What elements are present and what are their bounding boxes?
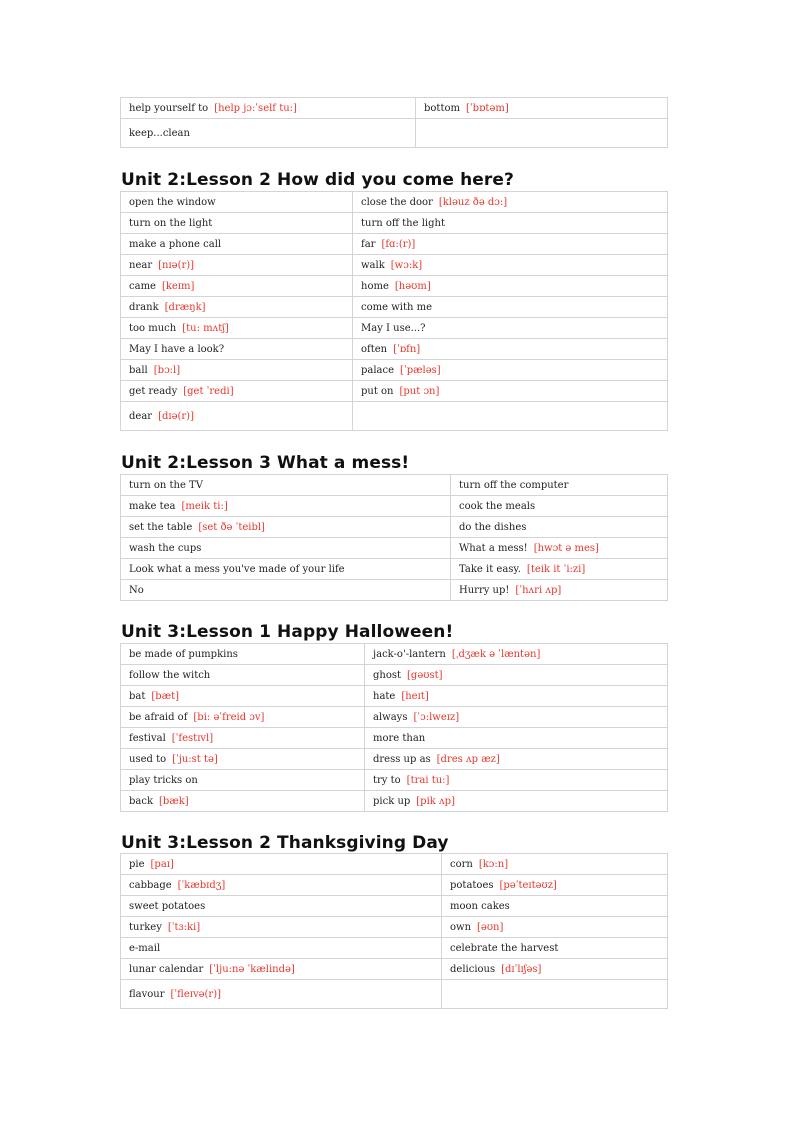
word-text: keep...clean: [129, 127, 190, 139]
word-text: dear: [129, 410, 153, 422]
phonetic-text: [ˌdʒæk ə ˈlæntən]: [451, 648, 541, 660]
phonetic-text: [nɪə(r)]: [158, 259, 195, 271]
word-text: festival: [129, 732, 166, 744]
section-heading: Unit 2:Lesson 2 How did you come here?: [121, 170, 514, 190]
table-row: [121, 896, 668, 917]
phonetic-text: [help jɔ:ˈself tu:]: [214, 102, 297, 114]
table-cell: [353, 192, 668, 213]
word-text: flavour: [129, 988, 165, 1000]
phonetic-text: [meik ti:]: [181, 500, 228, 512]
table-cell: [451, 517, 668, 538]
table-cell: [121, 770, 365, 791]
table-row: [121, 475, 668, 496]
table-cell: [365, 770, 668, 791]
phonetic-text: [ˈkæbɪdʒ]: [177, 879, 226, 891]
phonetic-text: [ˈfestɪvl]: [171, 732, 214, 744]
word-text: delicious: [450, 963, 496, 975]
table-cell: [121, 938, 442, 959]
table-cell: [121, 192, 353, 213]
table-row: [121, 213, 668, 234]
word-text: bottom: [424, 102, 460, 114]
word-text: walk: [361, 259, 385, 271]
table-row: [121, 402, 668, 431]
phonetic-text: [get ˈredi]: [183, 385, 234, 397]
section-heading: Unit 2:Lesson 3 What a mess!: [121, 453, 410, 473]
word-text: set the table: [129, 521, 193, 533]
phonetic-text: [bæk]: [159, 795, 189, 807]
table-row: [121, 875, 668, 896]
table-row: [121, 580, 668, 601]
table-row: [121, 98, 668, 119]
vocab-table-continued: [120, 97, 668, 148]
section-heading: Unit 3:Lesson 1 Happy Halloween!: [121, 622, 454, 642]
word-text: celebrate the harvest: [450, 942, 559, 954]
phonetic-text: [dræŋk]: [164, 301, 206, 313]
table-cell: [121, 707, 365, 728]
word-text: e-mail: [129, 942, 161, 954]
phonetic-text: [wɔ:k]: [390, 259, 423, 271]
word-text: close the door: [361, 196, 433, 208]
table-cell: [365, 749, 668, 770]
table-row: [121, 791, 668, 812]
table-cell: [451, 496, 668, 517]
table-cell: [365, 665, 668, 686]
word-text: put on: [361, 385, 394, 397]
word-text: get ready: [129, 385, 178, 397]
word-text: corn: [450, 858, 473, 870]
word-text: Take it easy.: [459, 563, 521, 575]
word-text: moon cakes: [450, 900, 510, 912]
word-text: far: [361, 238, 376, 250]
word-text: turn off the light: [361, 217, 445, 229]
table-cell: [353, 297, 668, 318]
table-row: [121, 686, 668, 707]
phonetic-text: [gəʊst]: [407, 669, 443, 681]
table-cell: [121, 644, 365, 665]
word-text: near: [129, 259, 153, 271]
table-cell: [121, 686, 365, 707]
phonetic-text: [heɪt]: [401, 690, 429, 702]
table-cell: [442, 917, 668, 938]
table-cell: [121, 875, 442, 896]
table-row: [121, 255, 668, 276]
word-text: What a mess!: [459, 542, 528, 554]
word-text: turkey: [129, 921, 162, 933]
table-cell: [121, 119, 416, 148]
table-cell: [442, 854, 668, 875]
table-cell: [121, 854, 442, 875]
table-cell: [121, 791, 365, 812]
table-cell: [353, 339, 668, 360]
table-cell: [121, 517, 451, 538]
phonetic-text: [bi: əˈfreid ɔv]: [193, 711, 265, 723]
phonetic-text: [dɪə(r)]: [158, 410, 194, 422]
word-text: try to: [373, 774, 401, 786]
table-cell: [121, 580, 451, 601]
phonetic-text: [ˈpæləs]: [400, 364, 441, 376]
table-row: [121, 276, 668, 297]
table-row: [121, 559, 668, 580]
table-cell: [353, 276, 668, 297]
phonetic-text: [ˈfleɪvə(r)]: [170, 988, 222, 1000]
table-cell: [121, 917, 442, 938]
phonetic-text: [kləuz ðə dɔ:]: [438, 196, 508, 208]
table-row: [121, 318, 668, 339]
table-cell: [353, 360, 668, 381]
word-text: lunar calendar: [129, 963, 204, 975]
table-row: [121, 728, 668, 749]
table-cell: [121, 213, 353, 234]
table-row: [121, 959, 668, 980]
table-row: [121, 360, 668, 381]
table-row: [121, 381, 668, 402]
table-cell: [365, 707, 668, 728]
table-row: [121, 538, 668, 559]
word-text: hate: [373, 690, 396, 702]
table-cell: [121, 98, 416, 119]
phonetic-text: [teik it ˈi:zi]: [526, 563, 586, 575]
table-row: [121, 917, 668, 938]
word-text: often: [361, 343, 388, 355]
word-text: Hurry up!: [459, 584, 510, 596]
phonetic-text: [dɪˈlɪʃəs]: [501, 963, 542, 975]
table-cell: [451, 538, 668, 559]
table-cell: [121, 538, 451, 559]
table-row: [121, 644, 668, 665]
phonetic-text: [keɪm]: [161, 280, 195, 292]
word-text: sweet potatoes: [129, 900, 206, 912]
word-text: May I have a look?: [129, 343, 225, 355]
word-text: home: [361, 280, 389, 292]
word-text: back: [129, 795, 154, 807]
vocab-table: [120, 191, 668, 431]
word-text: used to: [129, 753, 167, 765]
phonetic-text: [paɪ]: [150, 858, 174, 870]
table-cell: [353, 402, 668, 431]
word-text: palace: [361, 364, 395, 376]
word-text: too much: [129, 322, 177, 334]
vocab-table: [120, 643, 668, 812]
word-text: May I use...?: [361, 322, 426, 334]
table-row: [121, 339, 668, 360]
phonetic-text: [set ðə ˈteibl]: [198, 521, 265, 533]
table-cell: [353, 255, 668, 276]
phonetic-text: [ˈɔ:lweɪz]: [413, 711, 460, 723]
phonetic-text: [bæt]: [151, 690, 180, 702]
table-cell: [121, 475, 451, 496]
table-cell: [121, 402, 353, 431]
table-cell: [365, 791, 668, 812]
word-text: dress up as: [373, 753, 431, 765]
table-cell: [121, 297, 353, 318]
word-text: always: [373, 711, 408, 723]
phonetic-text: [kɔ:n]: [478, 858, 509, 870]
table-cell: [353, 318, 668, 339]
phonetic-text: [ˈju:st tə]: [172, 753, 218, 765]
phonetic-text: [trai tu:]: [406, 774, 450, 786]
table-row: [121, 749, 668, 770]
word-text: make tea: [129, 500, 176, 512]
table-row: [121, 770, 668, 791]
table-cell: [416, 98, 668, 119]
table-cell: [121, 255, 353, 276]
table-cell: [451, 475, 668, 496]
word-text: potatoes: [450, 879, 494, 891]
table-cell: [442, 896, 668, 917]
table-cell: [353, 234, 668, 255]
word-text: be made of pumpkins: [129, 648, 238, 660]
table-row: [121, 665, 668, 686]
phonetic-text: [əʊn]: [477, 921, 504, 933]
phonetic-text: [put ɔn]: [399, 385, 440, 397]
word-text: came: [129, 280, 156, 292]
table-cell: [121, 665, 365, 686]
table-cell: [121, 381, 353, 402]
word-text: open the window: [129, 196, 216, 208]
word-text: bat: [129, 690, 146, 702]
phonetic-text: [ˈlju:nə ˈkælində]: [209, 963, 295, 975]
word-text: turn on the light: [129, 217, 213, 229]
table-cell: [121, 276, 353, 297]
table-cell: [365, 644, 668, 665]
word-text: No: [129, 584, 144, 596]
phonetic-text: [fɑ:(r)]: [381, 238, 416, 250]
table-cell: [121, 496, 451, 517]
word-text: pie: [129, 858, 145, 870]
word-text: help yourself to: [129, 102, 209, 114]
word-text: cabbage: [129, 879, 172, 891]
table-cell: [121, 749, 365, 770]
word-text: turn on the TV: [129, 479, 203, 491]
table-cell: [442, 938, 668, 959]
word-text: be afraid of: [129, 711, 188, 723]
word-text: follow the witch: [129, 669, 211, 681]
phonetic-text: [ˈɒfn]: [393, 343, 421, 355]
table-row: [121, 854, 668, 875]
word-text: pick up: [373, 795, 411, 807]
word-text: come with me: [361, 301, 432, 313]
table-cell: [365, 686, 668, 707]
table-row: [121, 234, 668, 255]
table-row: [121, 496, 668, 517]
table-cell: [442, 959, 668, 980]
table-cell: [365, 728, 668, 749]
table-cell: [121, 728, 365, 749]
table-cell: [121, 959, 442, 980]
table-row: [121, 192, 668, 213]
word-text: make a phone call: [129, 238, 222, 250]
table-cell: [121, 896, 442, 917]
phonetic-text: [pik ʌp]: [416, 795, 455, 807]
phonetic-text: [ˈtɜ:ki]: [167, 921, 201, 933]
word-text: wash the cups: [129, 542, 202, 554]
table-cell: [353, 213, 668, 234]
phonetic-text: [tu: mʌtʃ]: [182, 322, 229, 334]
table-cell: [353, 381, 668, 402]
table-cell: [121, 339, 353, 360]
table-cell: [416, 119, 668, 148]
vocab-table: [120, 474, 668, 601]
table-row: [121, 938, 668, 959]
word-text: own: [450, 921, 472, 933]
phonetic-text: [həʊm]: [394, 280, 431, 292]
word-text: play tricks on: [129, 774, 198, 786]
table-row: [121, 707, 668, 728]
table-cell: [121, 318, 353, 339]
table-row: [121, 119, 668, 148]
table-cell: [442, 980, 668, 1009]
word-text: drank: [129, 301, 159, 313]
section-heading: Unit 3:Lesson 2 Thanksgiving Day: [121, 833, 449, 853]
phonetic-text: [hwɔt ə mes]: [533, 542, 599, 554]
table-cell: [121, 559, 451, 580]
vocab-table: [120, 853, 668, 1009]
table-cell: [121, 360, 353, 381]
word-text: jack-o'-lantern: [373, 648, 446, 660]
phonetic-text: [dres ʌp æz]: [436, 753, 500, 765]
table-cell: [442, 875, 668, 896]
word-text: turn off the computer: [459, 479, 569, 491]
phonetic-text: [ˈhʌri ʌp]: [515, 584, 562, 596]
table-row: [121, 517, 668, 538]
table-row: [121, 297, 668, 318]
word-text: do the dishes: [459, 521, 527, 533]
word-text: Look what a mess you've made of your life: [129, 563, 345, 575]
word-text: cook the meals: [459, 500, 536, 512]
phonetic-text: [ˈbɒtəm]: [465, 102, 509, 114]
word-text: ghost: [373, 669, 402, 681]
table-cell: [121, 980, 442, 1009]
word-text: more than: [373, 732, 426, 744]
phonetic-text: [pəˈteɪtəʊz]: [499, 879, 557, 891]
phonetic-text: [bɔ:l]: [153, 364, 181, 376]
table-row: [121, 980, 668, 1009]
table-cell: [121, 234, 353, 255]
table-cell: [451, 580, 668, 601]
table-cell: [451, 559, 668, 580]
word-text: ball: [129, 364, 148, 376]
